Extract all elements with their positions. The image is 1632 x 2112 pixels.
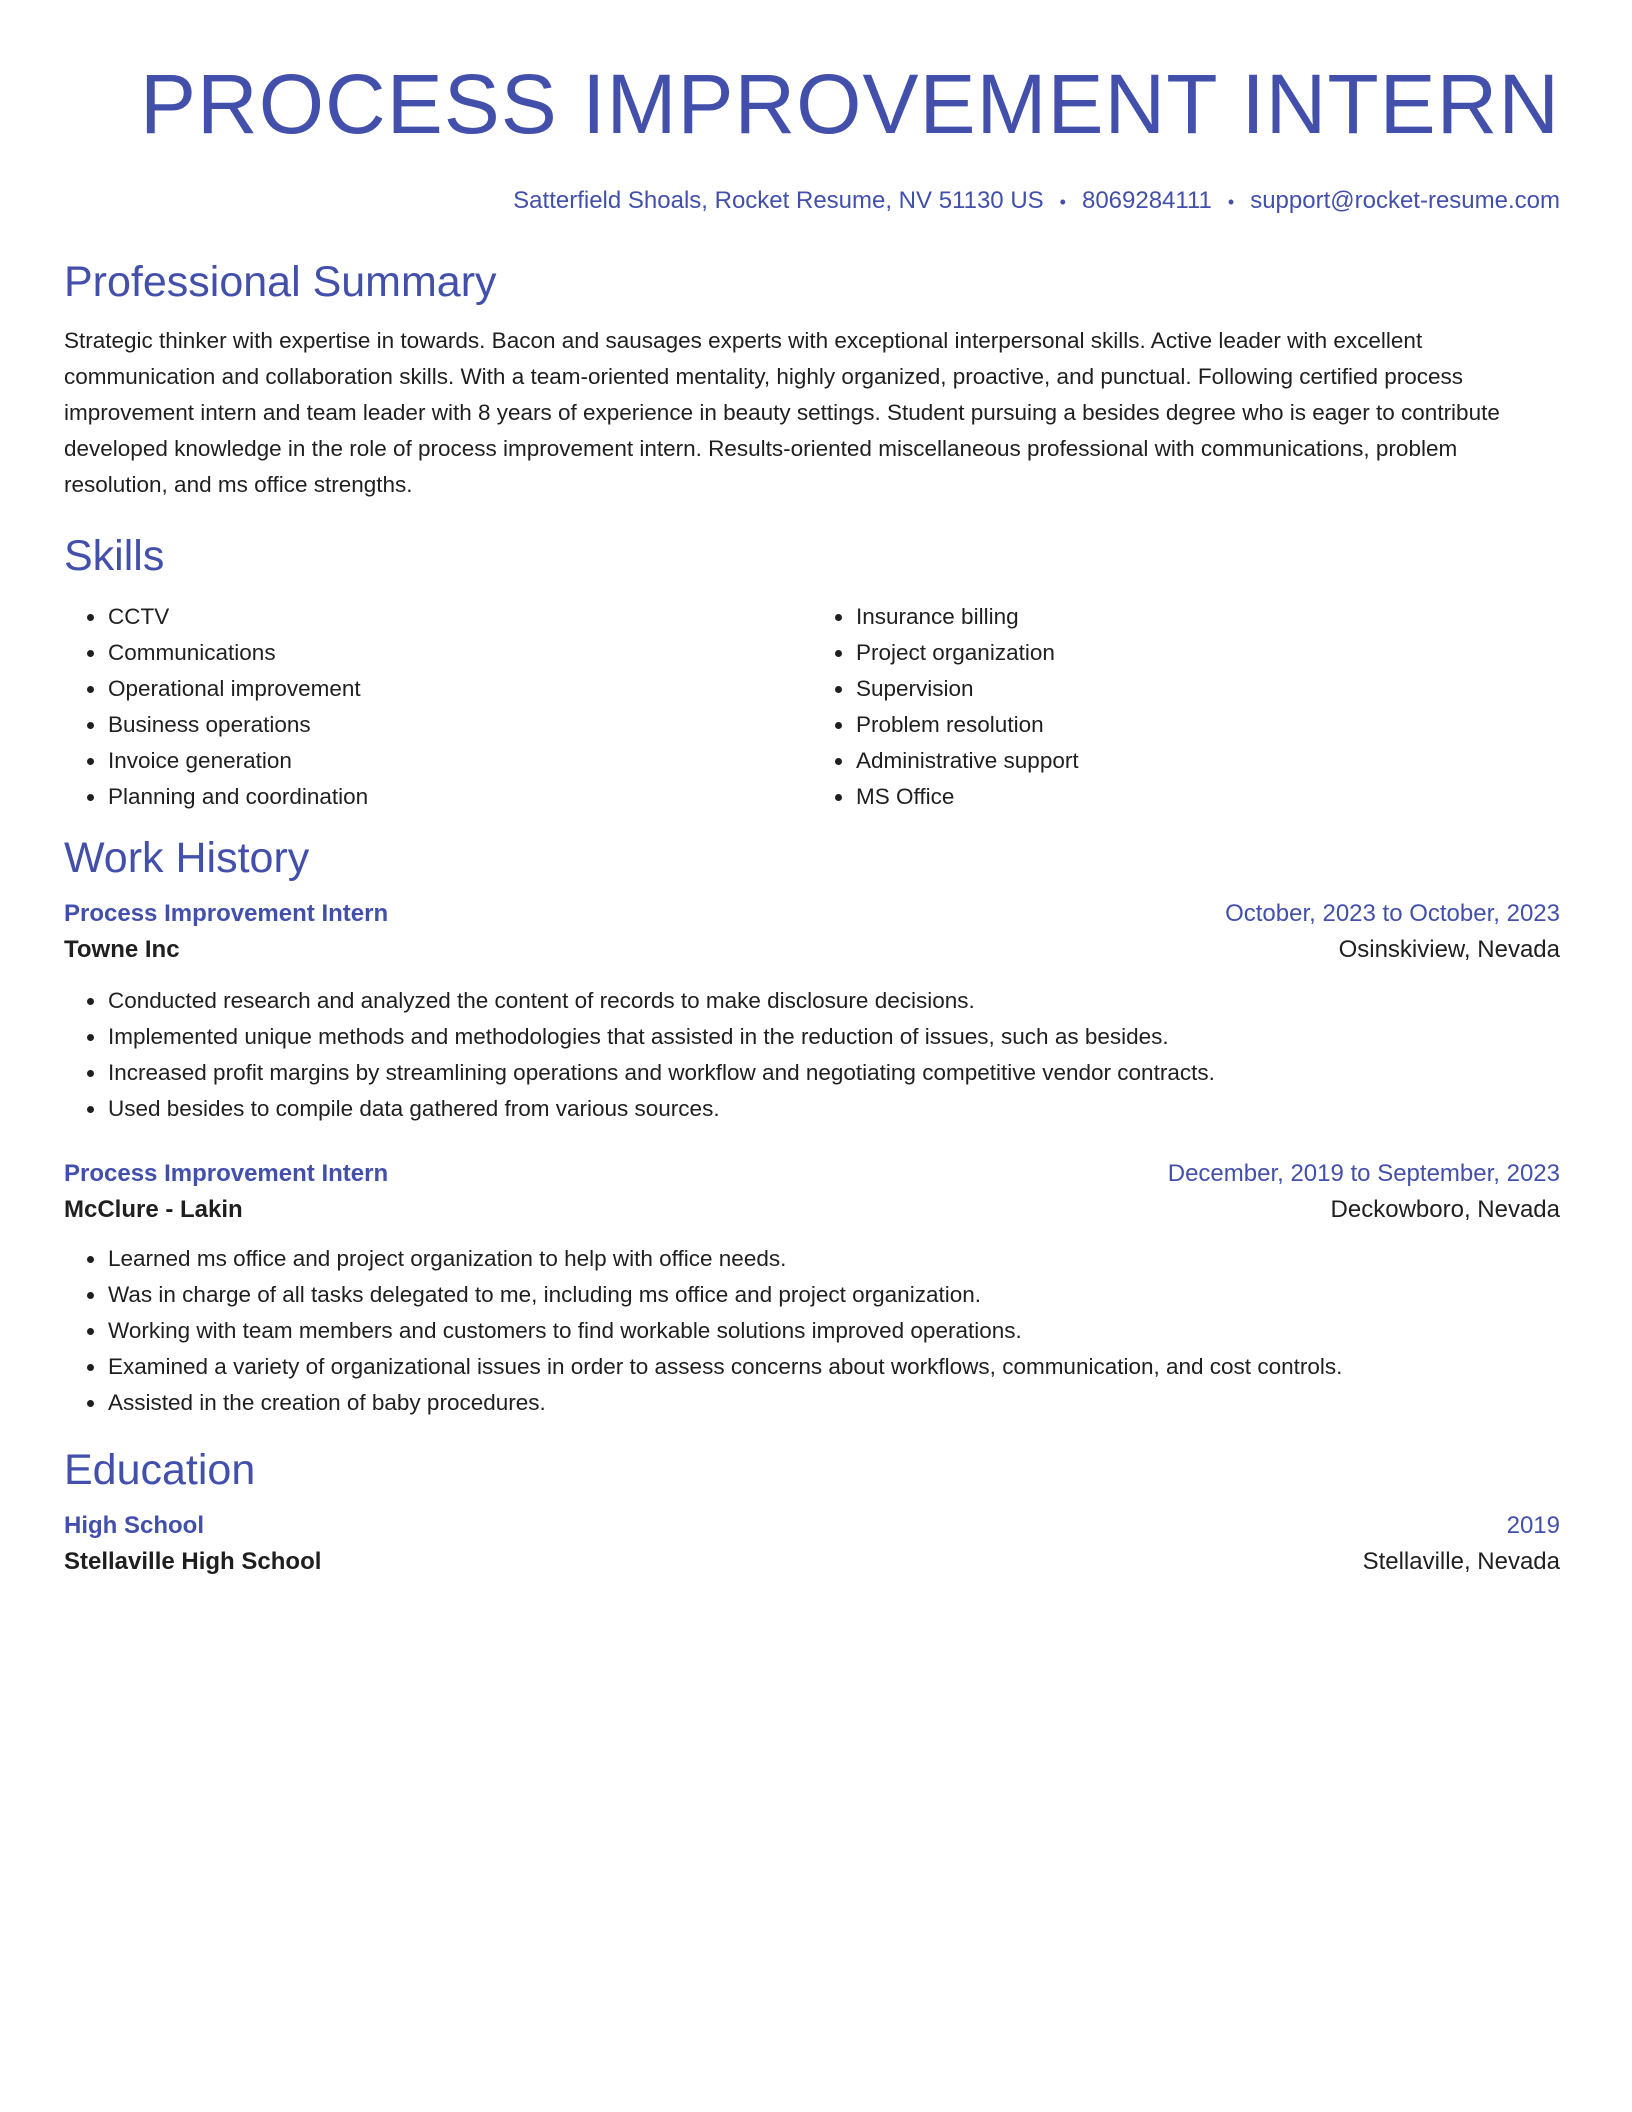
job-header bbox=[64, 897, 1560, 931]
job-bullet: • Assisted in the creation of baby procedures. bbox=[107, 1385, 1560, 1421]
skill-item: • MS Office bbox=[855, 779, 1560, 815]
job-bullets bbox=[64, 983, 1560, 1127]
job-subheader bbox=[64, 1191, 1560, 1229]
job-bullet: • Increased profit margins by streamlining operations and workflow and negotiating competitive vendor contracts. bbox=[107, 1055, 1560, 1091]
job-header bbox=[64, 1157, 1560, 1191]
skill-item: • Administrative support bbox=[855, 743, 1560, 779]
job-bullet: • Learned ms office and project organization to help with office needs. bbox=[107, 1241, 1560, 1277]
job-dates: December, 2019 to September, 2023 bbox=[1167, 1160, 1560, 1187]
job-bullet: • Used besides to compile data gathered from various sources. bbox=[107, 1091, 1560, 1127]
job-dates: October, 2023 to October, 2023 bbox=[1225, 900, 1560, 927]
education-heading: Education bbox=[64, 1446, 256, 1494]
skill-item: • Project organization bbox=[855, 635, 1560, 671]
resume-page bbox=[64, 0, 1560, 1581]
job-entry bbox=[64, 897, 1560, 1127]
job-title: Process Improvement Intern bbox=[64, 900, 389, 927]
contact-email: support@rocket-resume.com bbox=[1250, 187, 1560, 214]
work-history-section bbox=[64, 833, 1560, 1421]
skill-item: • Supervision bbox=[855, 671, 1560, 707]
skill-item: • Planning and coordination bbox=[107, 779, 812, 815]
education-degree: High School bbox=[64, 1512, 204, 1539]
skills-list-right bbox=[812, 599, 1560, 815]
job-title: Process Improvement Intern bbox=[64, 1160, 389, 1187]
summary-text: Strategic thinker with expertise in towards. Bacon and sausages experts with exceptional interpersonal skills. Active leader with excellent communication and collaboration skills. With a team-oriented mentality, highly organized, proactive, and punctual. Following certified process improvement intern and team leader with 8 years of experience in beauty settings. Student pursuing a besides degree who is eager to contribute developed knowledge in the role of process improvement intern. Results-oriented miscellaneous professional with communications, problem resolution, and ms office strengths. bbox=[64, 328, 1500, 497]
job-company: McClure - Lakin bbox=[64, 1196, 243, 1223]
contact-phone: 8069284111 bbox=[1081, 187, 1212, 214]
contact-separator: • bbox=[1227, 192, 1235, 212]
contact-separator: • bbox=[1059, 192, 1066, 212]
skill-item: • Invoice generation bbox=[107, 743, 812, 779]
summary-heading: Professional Summary bbox=[64, 258, 497, 306]
education-entry bbox=[64, 1509, 1560, 1581]
job-location: Osinskiview, Nevada bbox=[1338, 936, 1560, 963]
education-subheader bbox=[64, 1543, 1560, 1581]
education-year: 2019 bbox=[1506, 1512, 1560, 1539]
skills-grid bbox=[64, 599, 1560, 815]
skills-list-left bbox=[64, 599, 812, 815]
job-subheader bbox=[64, 931, 1560, 969]
education-section bbox=[64, 1445, 1560, 1581]
job-bullet: • Implemented unique methods and methodologies that assisted in the reduction of issues, such as besides. bbox=[107, 1019, 1560, 1055]
summary-section bbox=[64, 257, 1560, 503]
job-bullet: • Examined a variety of organizational issues in order to assess concerns about workflows, communication, and cost controls. bbox=[107, 1349, 1560, 1385]
job-company: Towne Inc bbox=[64, 936, 180, 963]
skill-item: • CCTV bbox=[107, 599, 812, 635]
education-header bbox=[64, 1509, 1560, 1543]
skill-item: • Problem resolution bbox=[855, 707, 1560, 743]
job-location: Deckowboro, Nevada bbox=[1330, 1196, 1560, 1223]
education-school: Stellaville High School bbox=[64, 1548, 322, 1575]
skills-heading: Skills bbox=[64, 532, 165, 580]
contact-address: Satterfield Shoals, Rocket Resume, NV 51130 US bbox=[513, 187, 1044, 214]
job-bullet: • Conducted research and analyzed the content of records to make disclosure decisions. bbox=[107, 983, 1560, 1019]
job-bullet: • Was in charge of all tasks delegated to me, including ms office and project organization. bbox=[107, 1277, 1560, 1313]
work-history-heading: Work History bbox=[64, 834, 310, 882]
job-entry bbox=[64, 1157, 1560, 1421]
job-bullets bbox=[64, 1241, 1560, 1421]
skill-item: • Business operations bbox=[107, 707, 812, 743]
skill-item: • Operational improvement bbox=[107, 671, 812, 707]
skill-item: • Insurance billing bbox=[855, 599, 1560, 635]
page-title: PROCESS IMPROVEMENT INTERN bbox=[140, 57, 1560, 151]
skills-section bbox=[64, 531, 1560, 815]
skill-item: • Communications bbox=[107, 635, 812, 671]
job-bullet: • Working with team members and customers to find workable solutions improved operations. bbox=[107, 1313, 1560, 1349]
contact-line bbox=[64, 186, 1560, 217]
education-location: Stellaville, Nevada bbox=[1362, 1548, 1560, 1575]
